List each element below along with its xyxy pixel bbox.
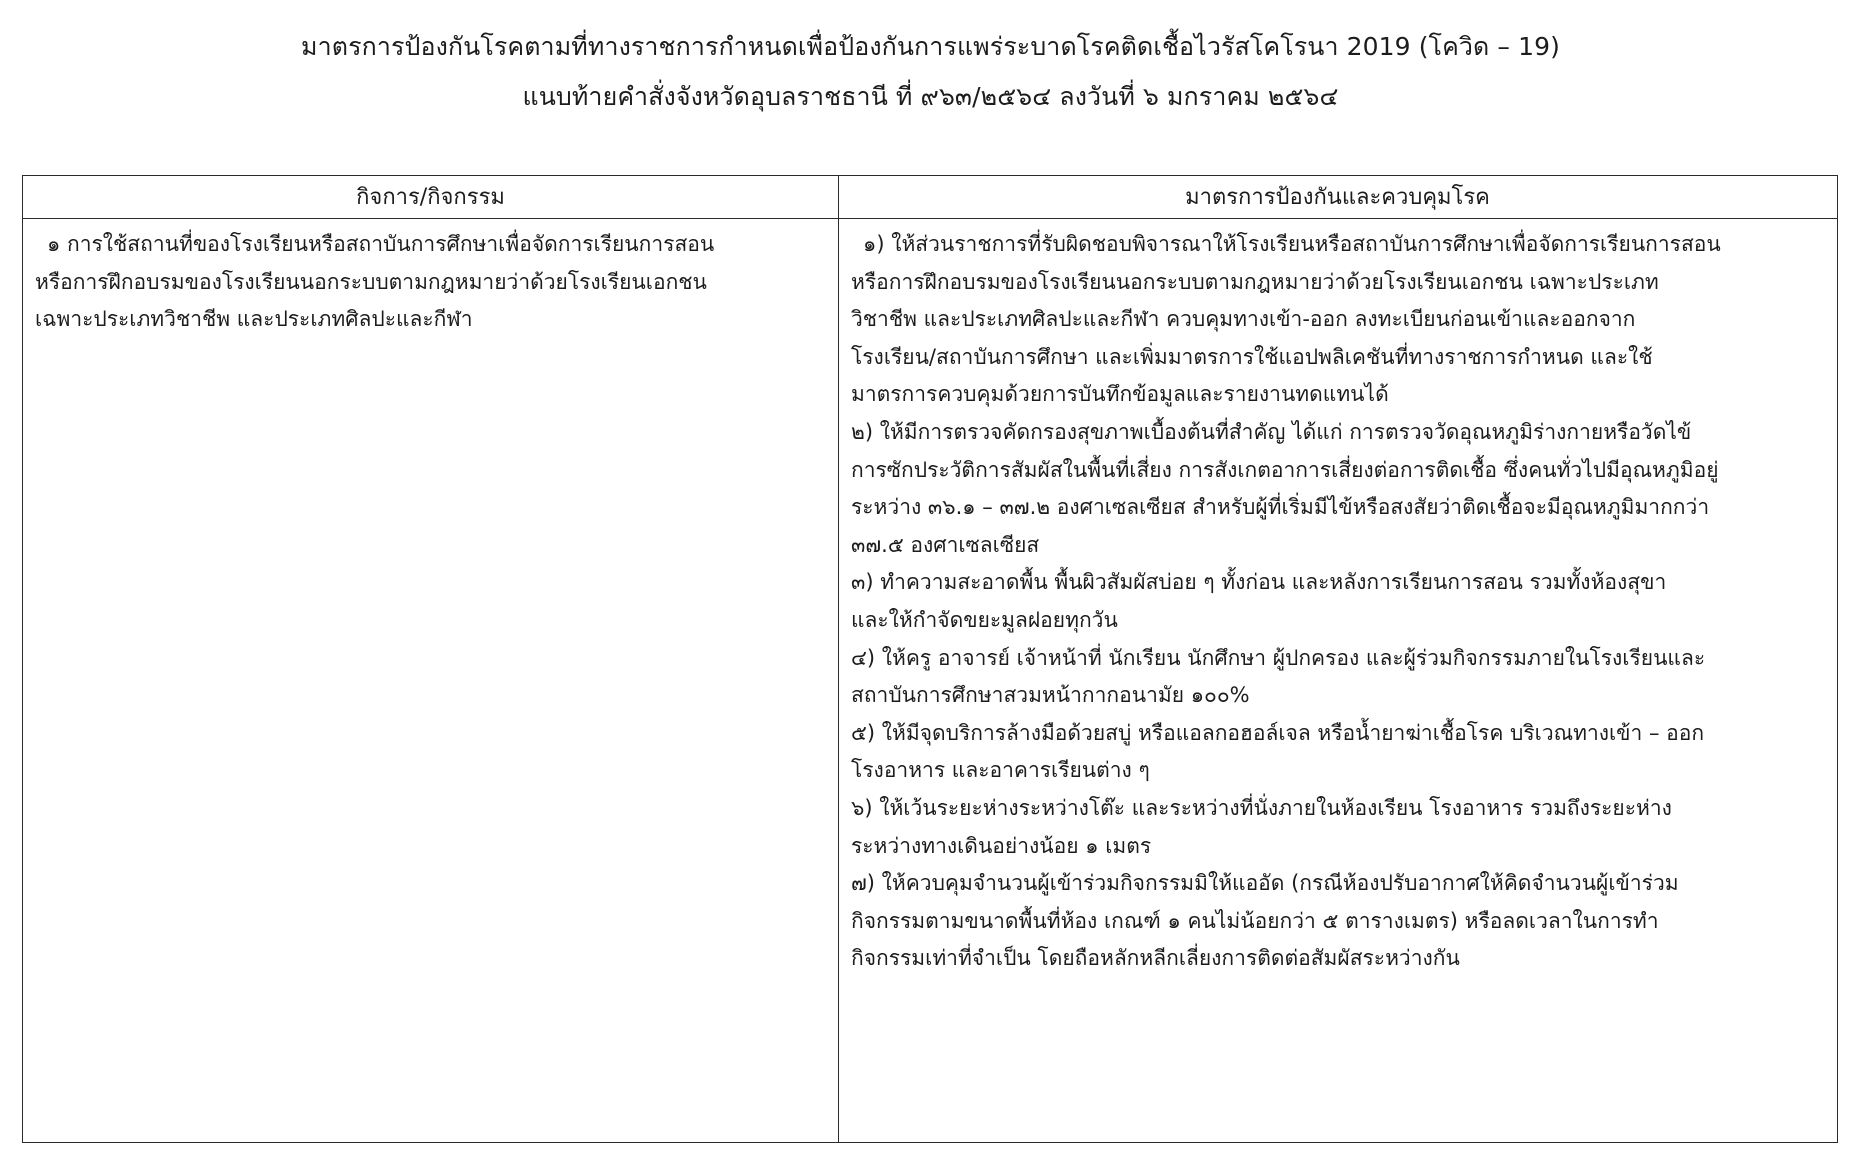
column-header-measures: มาตรการป้องกันและควบคุมโรค — [1185, 185, 1490, 210]
measure-line: และให้กำจัดขยะมูลฝอยทุกวัน — [851, 607, 1118, 632]
measure-line: การซักประวัติการสัมผัสในพื้นที่เสี่ยง การสังเกตอาการเสี่ยงต่อการติดเชื้อ ซึ่งคนทั่วไปมีอุณหภูมิอยู่ — [851, 457, 1719, 482]
column-header-activity: กิจการ/กิจกรรม — [356, 185, 505, 210]
document-title: มาตรการป้องกันโรคตามที่ทางราชการกำหนดเพื่อป้องกันการแพร่ระบาดโรคติดเชื้อไวรัสโคโรนา 2019 (โควิด – 19) — [301, 32, 1560, 61]
measure-line: ๗) ให้ควบคุมจำนวนผู้เข้าร่วมกิจกรรมมิให้แออัด (กรณีห้องปรับอากาศให้คิดจำนวนผู้เข้าร่วม — [851, 871, 1679, 896]
document-subtitle: แนบท้ายคำสั่งจังหวัดอุบลราชธานี ที่ ๙๖๓/๒๕๖๔ ลงวันที่ ๖ มกราคม ๒๕๖๔ — [522, 82, 1339, 111]
measure-line: สถาบันการศึกษาสวมหน้ากากอนามัย ๑๐๐% — [851, 683, 1250, 708]
measure-line: ๕) ให้มีจุดบริการล้างมือด้วยสบู่ หรือแอลกอฮอล์เจล หรือน้ำยาฆ่าเชื้อโรค บริเวณทางเข้า – ออก — [851, 720, 1705, 745]
measure-line: กิจกรรมตามขนาดพื้นที่ห้อง เกณฑ์ ๑ คนไม่น้อยกว่า ๕ ตารางเมตร) หรือลดเวลาในการทำ — [851, 908, 1659, 933]
measure-line: ๓) ทำความสะอาดพื้น พื้นผิวสัมผัสบ่อย ๆ ทั้งก่อน และหลังการเรียนการสอน รวมทั้งห้องสุขา — [851, 570, 1667, 595]
activity-cell — [35, 226, 825, 339]
column-divider — [838, 176, 839, 1142]
measures-cell — [851, 226, 1829, 978]
measure-line: มาตรการควบคุมด้วยการบันทึกข้อมูลและรายงานทดแทนได้ — [851, 382, 1389, 407]
activity-line: ๑ การใช้สถานที่ของโรงเรียนหรือสถาบันการศึกษาเพื่อจัดการเรียนการสอน — [47, 232, 715, 256]
measure-line: ๓๗.๕ องศาเซลเซียส — [851, 532, 1040, 557]
measure-line: ๑) ให้ส่วนราชการที่รับผิดชอบพิจารณาให้โรงเรียนหรือสถาบันการศึกษาเพื่อจัดการเรียนการสอน — [863, 232, 1721, 256]
document-header — [0, 22, 1861, 122]
measure-line: หรือการฝึกอบรมของโรงเรียนนอกระบบตามกฎหมายว่าด้วยโรงเรียนเอกชน เฉพาะประเภท — [851, 269, 1659, 294]
measure-line: โรงอาหาร และอาคารเรียนต่าง ๆ — [851, 758, 1150, 783]
measure-line: ๔) ให้ครู อาจารย์ เจ้าหน้าที่ นักเรียน นักศึกษา ผู้ปกครอง และผู้ร่วมกิจกรรมภายในโรงเรียนและ — [851, 645, 1706, 670]
measure-line: ๖) ให้เว้นระยะห่างระหว่างโต๊ะ และระหว่างที่นั่งภายในห้องเรียน โรงอาหาร รวมถึงระยะห่าง — [851, 795, 1672, 820]
table-header-row — [23, 176, 1837, 219]
measure-line: วิชาชีพ และประเภทศิลปะและกีฬา ควบคุมทางเข้า-ออก ลงทะเบียนก่อนเข้าและออกจาก — [851, 307, 1636, 332]
measure-line: กิจกรรมเท่าที่จำเป็น โดยถือหลักหลีกเลี่ยงการติดต่อสัมผัสระหว่างกัน — [851, 946, 1460, 971]
measure-line: ระหว่าง ๓๖.๑ – ๓๗.๒ องศาเซลเซียส สำหรับผู้ที่เริ่มมีไข้หรือสงสัยว่าติดเชื้อจะมีอุณหภูมิมากกว่า — [851, 495, 1710, 520]
measures-table — [22, 175, 1838, 1143]
measure-line: โรงเรียน/สถาบันการศึกษา และเพิ่มมาตรการใช้แอปพลิเคชันที่ทางราชการกำหนด และใช้ — [851, 344, 1653, 369]
activity-line: หรือการฝึกอบรมของโรงเรียนนอกระบบตามกฎหมายว่าด้วยโรงเรียนเอกชน — [35, 269, 707, 294]
measure-line: ระหว่างทางเดินอย่างน้อย ๑ เมตร — [851, 833, 1152, 858]
activity-line: เฉพาะประเภทวิชาชีพ และประเภทศิลปะและกีฬา — [35, 307, 473, 332]
measure-line: ๒) ให้มีการตรวจคัดกรองสุขภาพเบื้องต้นที่สำคัญ ได้แก่ การตรวจวัดอุณหภูมิร่างกายหรือวัดไข้ — [851, 419, 1692, 444]
